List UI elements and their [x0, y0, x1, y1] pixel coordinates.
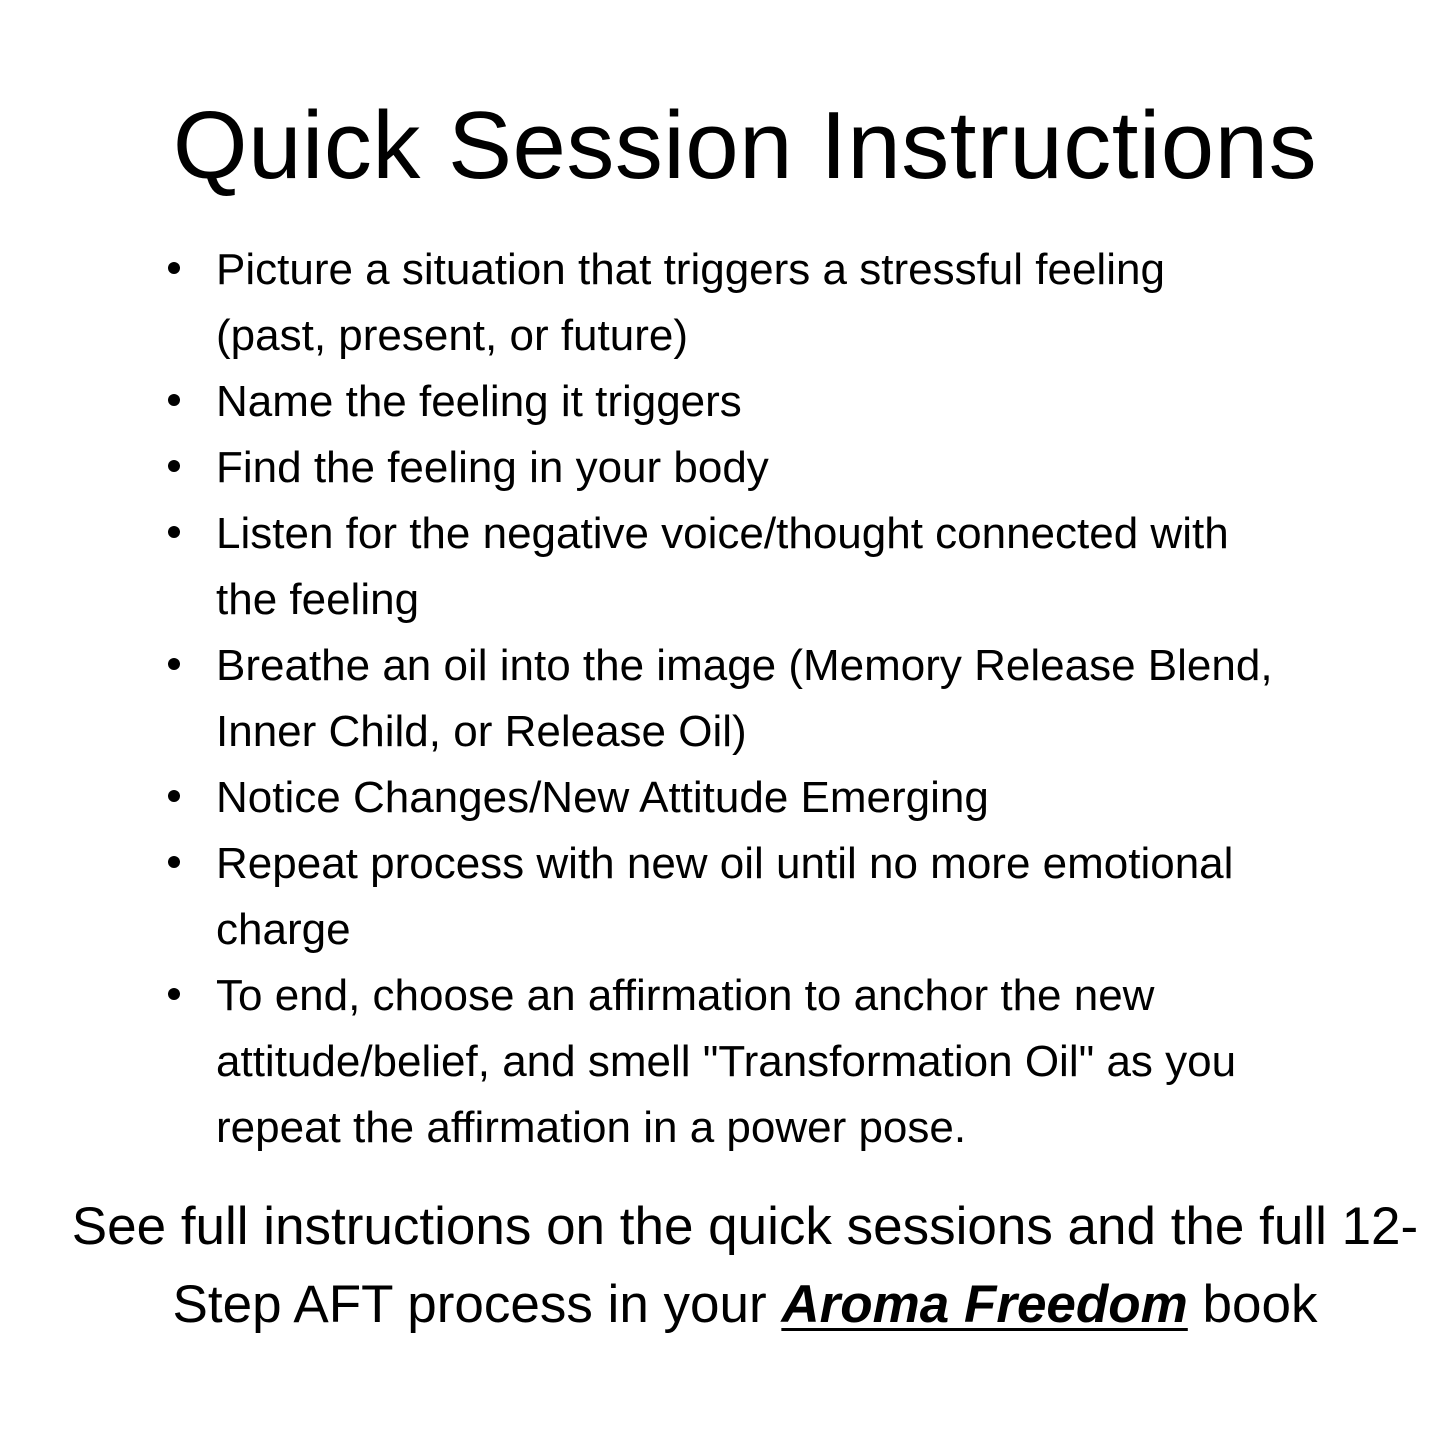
list-item: [158, 369, 1278, 435]
bullet-icon: [168, 262, 180, 274]
step-text: Picture a situation that triggers a stressful feeling (past, present, or future): [216, 245, 1165, 360]
bullet-icon: [168, 394, 180, 406]
bullet-icon: [168, 790, 180, 802]
footer-text-after: book: [1187, 1275, 1318, 1334]
bullet-icon: [168, 856, 180, 868]
bullet-icon: [168, 526, 180, 538]
footer-text-before: See full instructions on the quick sessions and the full 12-Step AFT process in your: [71, 1197, 1419, 1334]
footer-note: [60, 1188, 1430, 1344]
step-text: Breathe an oil into the image (Memory Release Blend, Inner Child, or Release Oil): [216, 641, 1273, 756]
list-item: [158, 435, 1278, 501]
step-text: Name the feeling it triggers: [216, 377, 742, 426]
step-text: Notice Changes/New Attitude Emerging: [216, 773, 989, 822]
step-text: To end, choose an affirmation to anchor the new attitude/belief, and smell "Transformation Oil" as you repeat the affirmation in a power pose.: [216, 971, 1237, 1152]
bullet-icon: [168, 460, 180, 472]
step-text: Find the feeling in your body: [216, 443, 769, 492]
step-text: Repeat process with new oil until no more emotional charge: [216, 839, 1234, 954]
steps-list: [158, 237, 1278, 1161]
list-item: [158, 765, 1278, 831]
book-title: Aroma Freedom: [781, 1275, 1188, 1334]
list-item: [158, 237, 1278, 369]
list-item: [158, 963, 1278, 1161]
list-item: [158, 633, 1278, 765]
step-text: Listen for the negative voice/thought connected with the feeling: [216, 509, 1229, 624]
bullet-icon: [168, 988, 180, 1000]
page-title: Quick Session Instructions: [172, 92, 1318, 199]
bullet-icon: [168, 658, 180, 670]
list-item: [158, 831, 1278, 963]
list-item: [158, 501, 1278, 633]
